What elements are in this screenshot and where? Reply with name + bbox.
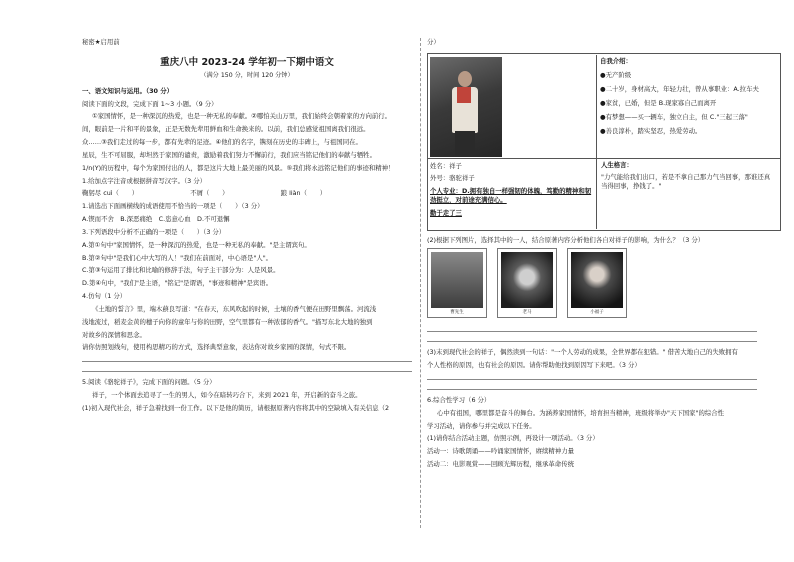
question-1: 1.给加点字注音或根据拼音写汉字。（3 分）: [82, 176, 207, 185]
option-b: B.第②句中"是我们心中大写的人！"我们在前面对，中心语是"人"。: [82, 253, 273, 262]
motto-heading: 人生格言：: [601, 160, 633, 169]
left-column: [82, 38, 412, 417]
option-c: C.第③句运用了排比和比喻的修辞手法，句子主干部分为：人是风景。: [82, 266, 280, 275]
page-title: 重庆八中 2023-24 学年初一下期中语文: [160, 56, 334, 68]
column-divider: [420, 38, 421, 528]
intro-heading: 自我介绍：: [600, 56, 632, 65]
passage-line: 众……③我们走过的每一步，都有先辈的足迹。④他们的名字，镌刻在历史的丰碑上，与祖国同在。: [82, 138, 362, 147]
exam-subtitle: （满分 150 分，时间 120 分钟）: [200, 72, 294, 80]
activity-2: 活动二：电影观赏——回顾光辉历程，继承革命传统: [427, 460, 574, 469]
question-5-1: (1)初入现代社会，祥子急着找到一份工作。以下是他的简历，请根据原著内容将其中的空缺填入有关信息（2: [82, 403, 390, 412]
motto-text: "力气能给我们出口，若是不拿自己那力气当回事，那谁还真当得回事，挣钱了。": [601, 173, 771, 191]
image-xiaofuzi[interactable]: [567, 248, 627, 318]
question-5: 5.阅读《骆驼祥子》，完成下面的问题。（5 分）: [82, 378, 216, 387]
question-2-options: A.锲而不舍 B.深恶痛绝 C.恣意心血 D.不可退懈: [82, 215, 230, 224]
nickname-label: 外号：骆驼祥子: [430, 174, 475, 183]
motto-box: [596, 158, 779, 229]
ability-line-2: 勤于走了三: [430, 208, 462, 217]
profile-box: [430, 162, 594, 222]
question-6-1: (1)请你结合活动主题，仿照示例，再设计一项活动。（3 分）: [427, 434, 599, 443]
question-5-2: (2)根据下列图片，选择其中的一人，结合原著内容分析他们各自对祥子的影响，为什么？（3 分）: [427, 235, 705, 244]
question-5-3-cont: 个人性格的原因，也有社会的原因。请你帮助他找到原因写下来吧。（3 分）: [427, 361, 641, 370]
question-5-3: (3)末到现代社会的祥子，偶然读到一句话："一个人劳动的成果，全世界都在犯错。" 借苦大地自己的失败拥有: [427, 348, 738, 357]
intro-item: ●二十岁，身材高大，年轻力壮，曾从事职业：A.拉车夫: [600, 84, 759, 93]
passage-line: ①家国情怀，是一种深沉的热爱，也是一种无私的奉献。②哪怕关山万里，我们始终会朝着家的方向前行。: [92, 112, 392, 121]
image-caption: 老马: [522, 310, 532, 316]
image-cao[interactable]: [427, 248, 487, 318]
passage-line: 1/n(Y)的历程中，每个为家国付出的人，都是这片大地上最美丽的风景。⑤我们将永远铭记他们的事迹和精神！: [82, 163, 395, 172]
intro-item: ●无产阶级: [600, 70, 632, 79]
intro-item: ●家贫，已婚，但是 B.现家寡自己而离开: [600, 99, 717, 108]
question-6-intro: 心中有祖国，哪里都是奋斗的舞台。为涵养家国情怀，培育担当精神，班级将举办"天下国家"的综合性: [437, 408, 725, 417]
question-2: 1.请选出下面画横线的成语使用不恰当的一项是（ ）（3 分）: [82, 202, 264, 211]
quote-line: 《土地的誓言》里，端木蕻良写道："在春天，东风吹起的时候，土壤的香气便在田野里飘荡。河流浅: [92, 304, 377, 313]
pinyin-blank-3[interactable]: 踉 liàn（ ）: [280, 189, 327, 198]
question-4: 4.仿句（1 分）: [82, 292, 127, 301]
question-6: 6.综合性学习（6 分）: [427, 395, 491, 404]
passage-line: 星辰，生不可屈服，却坦然于家国的谴责，激励着我们努力不懈前行，我们应当铭记他们的奉献与牺牲。: [82, 150, 376, 159]
activity-1: 活动一：诗歌朗诵——吟诵家国情怀，赓续精神力量: [427, 447, 574, 456]
option-d: D.第④句中，"我们"是主语，"铭记"是谓语，"事迹和精神"是宾语。: [82, 279, 273, 288]
pinyin-blank-1[interactable]: 鞠躬尽 cuì（ ）: [82, 189, 139, 198]
intro-item: ●有梦想——买一辆车，独立自主，但 C."三起三落": [600, 113, 748, 122]
pinyin-blank-2[interactable]: 不屑（ ）: [190, 189, 229, 198]
pinyin-row: [82, 189, 412, 198]
section-heading: 一、语文知识与运用。（30 分）: [82, 86, 173, 95]
xiangzi-photo: [430, 57, 502, 157]
image-caption: 小福子: [590, 310, 604, 316]
answer-line[interactable]: [427, 331, 757, 332]
answer-line[interactable]: [427, 341, 757, 342]
question-4-task: 请你仿照划线句，使用构思精巧的方式，选择典型意象，表达你对故乡家园的深情，句式不限。: [82, 343, 351, 352]
question-5-intro: 祥子，一个体面去追寻了一生的男人，如今在暗转巧合下，来到 2021 年，开启新的奋斗之旅。: [92, 390, 362, 399]
intro-item: ●善良淳朴，踏实坚忍，热爱劳动。: [600, 127, 702, 136]
name-label: 姓名：祥子: [430, 161, 462, 170]
image-caption: 曹先生: [450, 310, 464, 316]
ability-line: 个人专业：D.拥有独自一样强韧的体魄，笃勤的精神和韧劲挺立，对前途充满信心。: [430, 187, 592, 204]
question-6-intro-cont: 学习活动，请你参与并完成以下任务。: [427, 421, 536, 430]
answer-line[interactable]: [82, 361, 412, 362]
answer-line[interactable]: [427, 389, 757, 390]
quote-line: 浅地流过，稻麦金黄的穗子向你的童年与你的田野，空气里都有一种浓郁的香气。"描写东北大地的独到: [82, 317, 373, 326]
passage-intro: 阅读下面的文段，完成下面 1~3 小题。（9 分）: [82, 99, 218, 108]
self-intro-box: [596, 55, 779, 159]
answer-line[interactable]: [427, 379, 757, 380]
option-a: A.第①句中"家国情怀，是一种深沉的热爱，也是一种无私的奉献。"是主谓宾句。: [82, 240, 311, 249]
continued-score: 分）: [427, 38, 440, 46]
right-column: [427, 38, 771, 473]
question-3: 3.下列语段中分析不正确的一项是（ ）（3 分）: [82, 227, 226, 236]
header-note: 秘密★启用前: [82, 38, 120, 46]
answer-line[interactable]: [82, 371, 412, 372]
quote-line: 对故乡的深情和思念。: [82, 330, 146, 339]
resume-card: [427, 53, 781, 231]
image-laoma[interactable]: [497, 248, 557, 318]
character-images: [427, 248, 757, 322]
passage-line: 间，眼前是一片和平的景象，正是无数先辈用鲜血和生命换来的。以前，我们总感觉祖国离我们很远。: [82, 125, 370, 134]
